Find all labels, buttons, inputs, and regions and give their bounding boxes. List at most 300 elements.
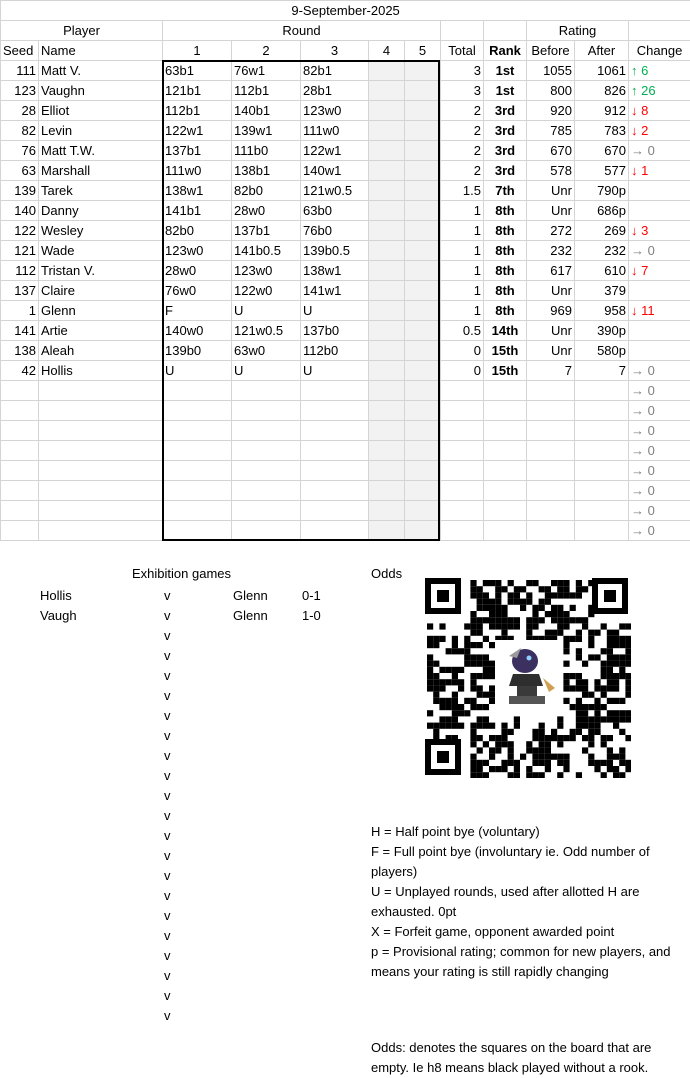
exhibition-vs: v [164, 726, 171, 746]
round-1-cell: F [163, 301, 232, 321]
round-3-cell [301, 461, 369, 481]
table-row [1, 341, 690, 361]
round-3-cell [301, 441, 369, 461]
round-4-cell [369, 401, 405, 421]
name-cell: Matt T.W. [39, 141, 163, 161]
round-5-cell [405, 181, 441, 201]
total-cell: 1 [441, 221, 484, 241]
after-cell: 390p [575, 321, 629, 341]
total-cell: 1 [441, 241, 484, 261]
exhibition-vs: v [164, 926, 171, 946]
round-1-cell: 63b1 [163, 61, 232, 81]
rank-cell [484, 401, 527, 421]
round-2-cell: 141b0.5 [232, 241, 301, 261]
round-1-cell [163, 441, 232, 461]
before-cell: 578 [527, 161, 575, 181]
tournament-date: 9-September-2025 [1, 1, 690, 21]
round-4-cell [369, 481, 405, 501]
name-cell [39, 381, 163, 401]
total-cell: 1.5 [441, 181, 484, 201]
round-4-cell [369, 501, 405, 521]
round-5-cell [405, 401, 441, 421]
change-cell [629, 181, 690, 201]
total-cell [441, 501, 484, 521]
change-cell [629, 201, 690, 221]
name-cell: Claire [39, 281, 163, 301]
total-cell [441, 381, 484, 401]
round-2-cell: 138b1 [232, 161, 301, 181]
total-cell: 1 [441, 301, 484, 321]
round-5-cell [405, 121, 441, 141]
total-cell [441, 441, 484, 461]
rank-cell: 8th [484, 241, 527, 261]
legend-item: X = Forfeit game, opponent awarded point [371, 922, 681, 942]
round-5-header: 5 [405, 41, 441, 61]
exhibition-vs: v [164, 666, 171, 686]
total-cell: 2 [441, 141, 484, 161]
change-cell [629, 321, 690, 341]
name-cell: Hollis [39, 361, 163, 381]
rank-cell: 8th [484, 301, 527, 321]
round-2-cell [232, 501, 301, 521]
after-cell: 580p [575, 341, 629, 361]
round-1-cell: U [163, 361, 232, 381]
total-header: Total [441, 41, 484, 61]
round-2-cell: 63w0 [232, 341, 301, 361]
round-3-cell: 76b0 [301, 221, 369, 241]
legend-item: p = Provisional rating; common for new players, and means your rating is still rapidly changing [371, 942, 681, 982]
round-2-cell: U [232, 301, 301, 321]
exhibition-vs: v [164, 646, 171, 666]
table-row [1, 321, 690, 341]
total-cell: 0.5 [441, 321, 484, 341]
total-cell: 2 [441, 121, 484, 141]
round-5-cell [405, 501, 441, 521]
table-row [1, 161, 690, 181]
before-cell [527, 441, 575, 461]
exhibition-vs: v [164, 966, 171, 986]
exhibition-vs: v [164, 1006, 171, 1026]
seed-cell [1, 501, 39, 521]
change-cell: ↓ 11 [629, 301, 690, 321]
round-2-cell: 122w0 [232, 281, 301, 301]
round-3-cell: 141w1 [301, 281, 369, 301]
seed-cell: 76 [1, 141, 39, 161]
change-cell: → 0 [629, 381, 690, 401]
round-1-cell [163, 381, 232, 401]
round-3-cell: 111w0 [301, 121, 369, 141]
round-4-cell [369, 421, 405, 441]
name-cell [39, 501, 163, 521]
name-cell: Levin [39, 121, 163, 141]
table-row [1, 421, 690, 441]
change-cell: ↓ 3 [629, 221, 690, 241]
qr-code-image[interactable] [425, 578, 631, 778]
round-2-cell [232, 461, 301, 481]
table-row [1, 401, 690, 421]
round-5-cell [405, 521, 441, 541]
exhibition-white: Vaugh [40, 606, 77, 626]
after-cell [575, 521, 629, 541]
round-1-cell: 28w0 [163, 261, 232, 281]
round-5-cell [405, 481, 441, 501]
seed-cell: 139 [1, 181, 39, 201]
rank-cell: 15th [484, 341, 527, 361]
round-3-cell: 123w0 [301, 101, 369, 121]
change-cell: → 0 [629, 141, 690, 161]
rank-cell: 8th [484, 261, 527, 281]
before-cell: 785 [527, 121, 575, 141]
after-cell [575, 481, 629, 501]
before-cell [527, 461, 575, 481]
rank-cell [484, 421, 527, 441]
before-cell: Unr [527, 281, 575, 301]
round-2-cell: U [232, 361, 301, 381]
table-row [1, 101, 690, 121]
before-cell: 1055 [527, 61, 575, 81]
seed-cell [1, 381, 39, 401]
round-2-cell: 28w0 [232, 201, 301, 221]
round-5-cell [405, 241, 441, 261]
after-cell: 783 [575, 121, 629, 141]
name-cell: Marshall [39, 161, 163, 181]
before-cell: 617 [527, 261, 575, 281]
odds-title: Odds [371, 566, 402, 581]
round-4-cell [369, 521, 405, 541]
change-cell: → 0 [629, 521, 690, 541]
round-2-header: 2 [232, 41, 301, 61]
before-cell: 272 [527, 221, 575, 241]
total-cell [441, 461, 484, 481]
before-cell: 920 [527, 101, 575, 121]
total-cell: 1 [441, 261, 484, 281]
round-2-cell [232, 481, 301, 501]
round-3-cell [301, 501, 369, 521]
round-1-header: 1 [163, 41, 232, 61]
table-row [1, 521, 690, 541]
round-2-cell: 137b1 [232, 221, 301, 241]
round-5-cell [405, 221, 441, 241]
round-3-header: 3 [301, 41, 369, 61]
name-cell: Glenn [39, 301, 163, 321]
table-row [1, 181, 690, 201]
after-cell: 826 [575, 81, 629, 101]
table-row [1, 361, 690, 381]
round-4-cell [369, 161, 405, 181]
rank-cell: 14th [484, 321, 527, 341]
round-2-cell: 139w1 [232, 121, 301, 141]
exhibition-vs: v [164, 766, 171, 786]
round-1-cell [163, 501, 232, 521]
round-4-cell [369, 461, 405, 481]
round-3-cell [301, 401, 369, 421]
round-1-cell: 138w1 [163, 181, 232, 201]
round-2-cell [232, 401, 301, 421]
round-3-cell [301, 481, 369, 501]
after-cell: 610 [575, 261, 629, 281]
seed-cell: 63 [1, 161, 39, 181]
seed-cell: 111 [1, 61, 39, 81]
name-cell: Vaughn [39, 81, 163, 101]
round-4-cell [369, 441, 405, 461]
round-5-cell [405, 461, 441, 481]
round-3-cell: U [301, 301, 369, 321]
name-header: Name [39, 41, 163, 61]
after-cell: 1061 [575, 61, 629, 81]
before-cell: 670 [527, 141, 575, 161]
exhibition-vs: v [164, 826, 171, 846]
exhibition-vs: v [164, 906, 171, 926]
name-cell: Artie [39, 321, 163, 341]
rank-cell: 3rd [484, 141, 527, 161]
exhibition-vs: v [164, 946, 171, 966]
odds-note: Odds: denotes the squares on the board that are empty. Ie h8 means black played without a rook. [371, 1038, 686, 1078]
change-cell: → 0 [629, 441, 690, 461]
rating-group-header: Rating [527, 21, 629, 41]
change-cell: → 0 [629, 501, 690, 521]
before-cell: Unr [527, 341, 575, 361]
round-2-cell: 140b1 [232, 101, 301, 121]
before-cell: Unr [527, 321, 575, 341]
round-2-cell: 111b0 [232, 141, 301, 161]
name-cell: Tarek [39, 181, 163, 201]
table-row [1, 221, 690, 241]
after-cell: 232 [575, 241, 629, 261]
round-1-cell: 82b0 [163, 221, 232, 241]
exhibition-result: 1-0 [302, 606, 321, 626]
total-cell: 1 [441, 281, 484, 301]
after-header: After [575, 41, 629, 61]
round-2-cell [232, 381, 301, 401]
table-row [1, 141, 690, 161]
table-row [1, 481, 690, 501]
rank-cell: 7th [484, 181, 527, 201]
round-5-cell [405, 421, 441, 441]
exhibition-vs: v [164, 866, 171, 886]
change-header: Change [629, 41, 690, 61]
before-cell: 800 [527, 81, 575, 101]
rank-cell: 1st [484, 81, 527, 101]
exhibition-vs: v [164, 746, 171, 766]
after-cell [575, 441, 629, 461]
table-row [1, 201, 690, 221]
before-cell [527, 381, 575, 401]
total-cell: 3 [441, 81, 484, 101]
after-cell [575, 381, 629, 401]
rank-cell [484, 501, 527, 521]
exhibition-result: 0-1 [302, 586, 321, 606]
round-4-cell [369, 181, 405, 201]
round-1-cell: 141b1 [163, 201, 232, 221]
round-3-cell: U [301, 361, 369, 381]
name-cell: Wesley [39, 221, 163, 241]
round-4-cell [369, 301, 405, 321]
legend [371, 822, 681, 982]
change-cell: → 0 [629, 361, 690, 381]
round-4-cell [369, 341, 405, 361]
seed-cell [1, 421, 39, 441]
round-2-cell: 123w0 [232, 261, 301, 281]
seed-cell: 82 [1, 121, 39, 141]
exhibition-title: Exhibition games [132, 566, 231, 581]
total-cell [441, 521, 484, 541]
table-row [1, 281, 690, 301]
before-cell: Unr [527, 181, 575, 201]
seed-cell [1, 461, 39, 481]
round-5-cell [405, 101, 441, 121]
legend-item: F = Full point bye (involuntary ie. Odd number of players) [371, 842, 681, 882]
name-cell: Matt V. [39, 61, 163, 81]
round-1-cell: 111w0 [163, 161, 232, 181]
round-5-cell [405, 81, 441, 101]
after-cell: 686p [575, 201, 629, 221]
exhibition-vs: v [164, 606, 171, 626]
legend-item: H = Half point bye (voluntary) [371, 822, 681, 842]
before-header: Before [527, 41, 575, 61]
table-row [1, 81, 690, 101]
date-row [1, 1, 690, 21]
player-group-header: Player [1, 21, 163, 41]
change-cell: → 0 [629, 461, 690, 481]
round-4-cell [369, 201, 405, 221]
change-cell: ↓ 2 [629, 121, 690, 141]
before-cell: 7 [527, 361, 575, 381]
before-cell [527, 481, 575, 501]
round-5-cell [405, 281, 441, 301]
round-4-cell [369, 241, 405, 261]
change-cell: → 0 [629, 481, 690, 501]
name-cell: Wade [39, 241, 163, 261]
round-1-cell: 137b1 [163, 141, 232, 161]
name-cell: Aleah [39, 341, 163, 361]
exhibition-vs: v [164, 686, 171, 706]
round-3-cell [301, 521, 369, 541]
rank-cell [484, 481, 527, 501]
before-cell: Unr [527, 201, 575, 221]
after-cell [575, 501, 629, 521]
round-3-cell: 137b0 [301, 321, 369, 341]
change-cell [629, 341, 690, 361]
exhibition-vs: v [164, 786, 171, 806]
name-cell: Danny [39, 201, 163, 221]
round-3-cell: 122w1 [301, 141, 369, 161]
change-cell: ↓ 1 [629, 161, 690, 181]
name-cell: Elliot [39, 101, 163, 121]
after-cell [575, 421, 629, 441]
after-cell: 790p [575, 181, 629, 201]
total-cell: 2 [441, 161, 484, 181]
change-cell: ↑ 26 [629, 81, 690, 101]
round-2-cell: 76w1 [232, 61, 301, 81]
total-cell: 3 [441, 61, 484, 81]
total-cell: 2 [441, 101, 484, 121]
round-5-cell [405, 301, 441, 321]
round-5-cell [405, 201, 441, 221]
round-1-cell [163, 521, 232, 541]
seed-cell: 141 [1, 321, 39, 341]
before-cell: 232 [527, 241, 575, 261]
rank-cell: 3rd [484, 161, 527, 181]
exhibition-vs: v [164, 586, 171, 606]
total-cell: 1 [441, 201, 484, 221]
after-cell: 379 [575, 281, 629, 301]
name-cell [39, 481, 163, 501]
seed-cell: 1 [1, 301, 39, 321]
after-cell [575, 461, 629, 481]
name-cell: Tristan V. [39, 261, 163, 281]
round-2-cell [232, 521, 301, 541]
exhibition-vs: v [164, 806, 171, 826]
total-cell [441, 421, 484, 441]
table-row [1, 61, 690, 81]
seed-cell: 42 [1, 361, 39, 381]
round-1-cell: 140w0 [163, 321, 232, 341]
round-4-header: 4 [369, 41, 405, 61]
chess-logo-icon [495, 640, 561, 712]
round-1-cell: 76w0 [163, 281, 232, 301]
round-1-cell: 112b1 [163, 101, 232, 121]
round-2-cell: 82b0 [232, 181, 301, 201]
round-5-cell [405, 261, 441, 281]
round-5-cell [405, 61, 441, 81]
round-3-cell: 138w1 [301, 261, 369, 281]
round-2-cell: 121w0.5 [232, 321, 301, 341]
round-4-cell [369, 321, 405, 341]
name-cell [39, 441, 163, 461]
after-cell: 269 [575, 221, 629, 241]
rank-cell: 1st [484, 61, 527, 81]
exhibition-vs: v [164, 886, 171, 906]
exhibition-vs: v [164, 986, 171, 1006]
seed-cell [1, 481, 39, 501]
round-2-cell: 112b1 [232, 81, 301, 101]
table-row [1, 121, 690, 141]
round-1-cell [163, 461, 232, 481]
round-3-cell: 140w1 [301, 161, 369, 181]
change-cell: ↑ 6 [629, 61, 690, 81]
round-5-cell [405, 141, 441, 161]
name-cell [39, 461, 163, 481]
after-cell: 912 [575, 101, 629, 121]
rank-cell: 8th [484, 221, 527, 241]
round-4-cell [369, 361, 405, 381]
round-3-cell: 121w0.5 [301, 181, 369, 201]
round-1-cell: 139b0 [163, 341, 232, 361]
name-cell [39, 521, 163, 541]
round-5-cell [405, 341, 441, 361]
before-cell: 969 [527, 301, 575, 321]
seed-cell: 122 [1, 221, 39, 241]
round-3-cell: 112b0 [301, 341, 369, 361]
exhibition-vs: v [164, 846, 171, 866]
table-row [1, 301, 690, 321]
round-1-cell: 123w0 [163, 241, 232, 261]
after-cell: 958 [575, 301, 629, 321]
after-cell [575, 401, 629, 421]
seed-cell: 28 [1, 101, 39, 121]
table-row [1, 261, 690, 281]
total-cell: 0 [441, 361, 484, 381]
name-cell [39, 421, 163, 441]
after-cell: 577 [575, 161, 629, 181]
column-header-row [1, 41, 690, 61]
before-cell [527, 421, 575, 441]
seed-header: Seed [1, 41, 39, 61]
player-rows [1, 61, 690, 541]
round-3-cell: 139b0.5 [301, 241, 369, 261]
round-2-cell [232, 421, 301, 441]
round-5-cell [405, 441, 441, 461]
